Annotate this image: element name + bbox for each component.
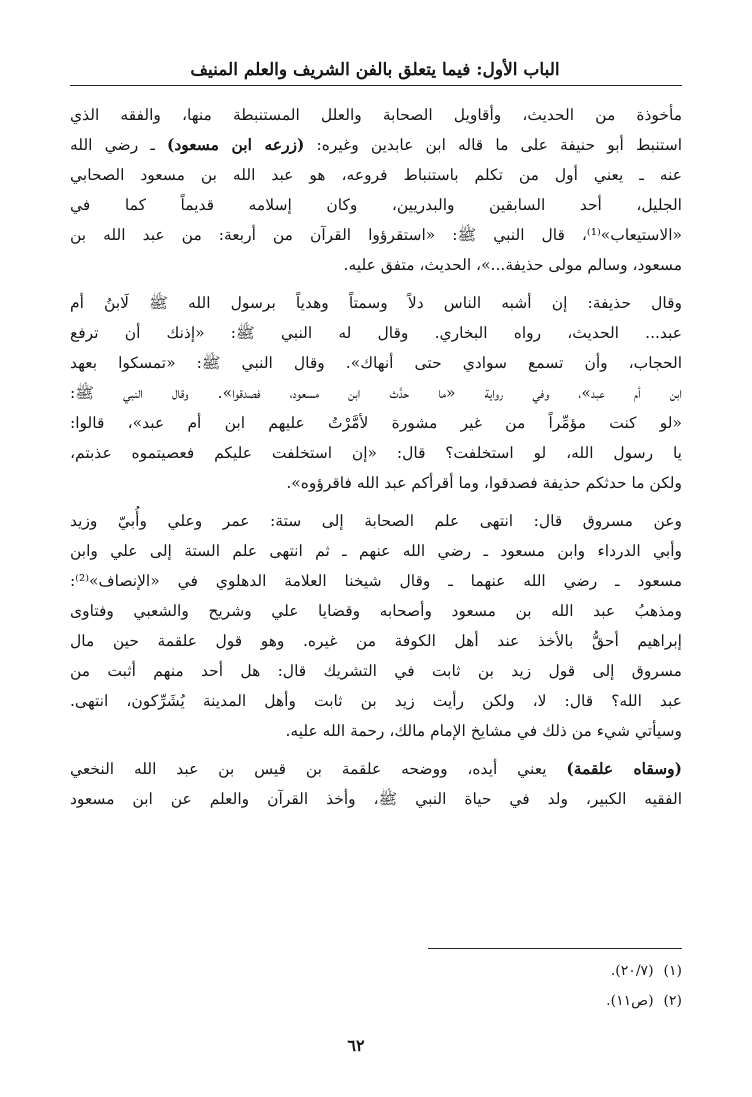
footnote [70, 986, 682, 1016]
page-number: ٦٢ [347, 1036, 365, 1055]
text-line: مسعود، وسالم مولى حذيفة...»، الحديث، متفق عليه. [343, 256, 682, 274]
footnote-text: (ص١١). [606, 993, 654, 1009]
text-line: مسعود ـ رضي الله عنهما ـ وقال شيخنا العلامة الدهلوي في «الإنصاف»⁽²⁾: [70, 572, 682, 590]
text-line: عبد... الحديث، رواه البخاري. وقال له النبي ﷺ: «إذنك أن ترفع [70, 324, 682, 342]
text-line: الجليل، أحد السابقين والبدريين، وكان إسلامه قديماً كما في [70, 196, 682, 214]
text-line: ابن أم عبد»، وفي رواية «ما حدَّث ابن مسعود، فصدقوا». وقال النبي ﷺ: [70, 384, 682, 402]
text-line: ومذهبُ عبد الله بن مسعود وأصحابه وقضايا علي وشريح والشعبي وفتاوى [70, 602, 682, 620]
footnote-rule [428, 948, 682, 949]
footnote-number: (٢) [663, 993, 682, 1009]
text-line: وسيأتي شيء من ذلك في مشايخ الإمام مالك، رحمة الله عليه. [285, 722, 682, 740]
text-line: الحجاب، وأن تسمع سوادي حتى أنهاك». وقال النبي ﷺ: «تمسكوا بعهد [70, 354, 682, 372]
text-line: عنه ـ يعني أول من تكلم باستنباط فروعه، هو عبد الله بن مسعود الصحابي [70, 166, 682, 184]
paragraph-gap [70, 280, 682, 288]
text-line: وأبي الدرداء وابن مسعود ـ رضي الله عنهم ـ ثم انتهى علم الستة إلى علي وابن [70, 542, 682, 560]
footnote-text: (٢٠/٧). [610, 963, 654, 979]
text-span: استنبط أبو حنيفة على ما قاله ابن عابدين وغيره: (زرعه ابن مسعود) ـ رضي الله [70, 135, 682, 154]
running-header: الباب الأول: فيما يتعلق بالفن الشريف والعلم المنيف [190, 60, 560, 80]
text-line: «لو كنت مؤمِّراً من غير مشورة لأمَّرْتُ عليهم ابن أم عبد»، قالوا: [70, 414, 682, 432]
text-line: إبراهيم أحقُّ بالأخذ عند أهل الكوفة من غيره. وهو قول علقمة حين مال [70, 632, 682, 650]
body-text [70, 100, 682, 814]
text-line: وقال حذيفة: إن أشبه الناس دلاً وسمتاً وهدياً برسول الله ﷺ لَابنُ أم [70, 294, 682, 312]
text-line: مسروق إلى قول زيد بن ثابت في التشريك قال: هل أحد منهم أثبت من [70, 662, 682, 680]
text-line: «الاستيعاب»⁽¹⁾، قال النبي ﷺ: «استقرؤوا القرآن من أربعة: من عبد الله بن [70, 226, 682, 244]
text-line: الفقيه الكبير، ولد في حياة النبي ﷺ، وأخذ القرآن والعلم عن ابن مسعود [70, 790, 682, 808]
text-line [70, 130, 682, 160]
bold-lemma: (زرعه ابن مسعود) [167, 135, 305, 154]
bold-lemma: (وسقاه علقمة) [566, 759, 682, 778]
text-line: وعن مسروق قال: انتهى علم الصحابة إلى ستة: عمر وعلي وأُبيّ وزيد [70, 512, 682, 530]
footnotes [70, 956, 682, 1016]
text-line: يا رسول الله، لو استخلفت؟ قال: «إن استخلفت عليكم فعصيتموه عذبتم، [70, 444, 682, 462]
text-line [70, 754, 682, 784]
text-line: ولكن ما حدثكم حذيفة فصدقوا، وما أقرأكم عبد الله فاقرؤوه». [286, 474, 682, 492]
text-line: عبد الله؟ قال: لا، ولكن رأيت زيد بن ثابت وأهل المدينة يُشَرِّكون، انتهى. [70, 692, 682, 710]
paragraph-gap [70, 498, 682, 506]
footnote [70, 956, 682, 986]
paragraph-gap [70, 746, 682, 754]
text-line: مأخوذة من الحديث، وأقاويل الصحابة والعلل المستنبطة منها، والفقه الذي [70, 106, 682, 124]
text-span: يعني أيده، ووضحه علقمة بن قيس بن عبد الله النخعي [70, 760, 567, 778]
header-rule [70, 85, 682, 86]
footnote-number: (١) [663, 963, 682, 979]
